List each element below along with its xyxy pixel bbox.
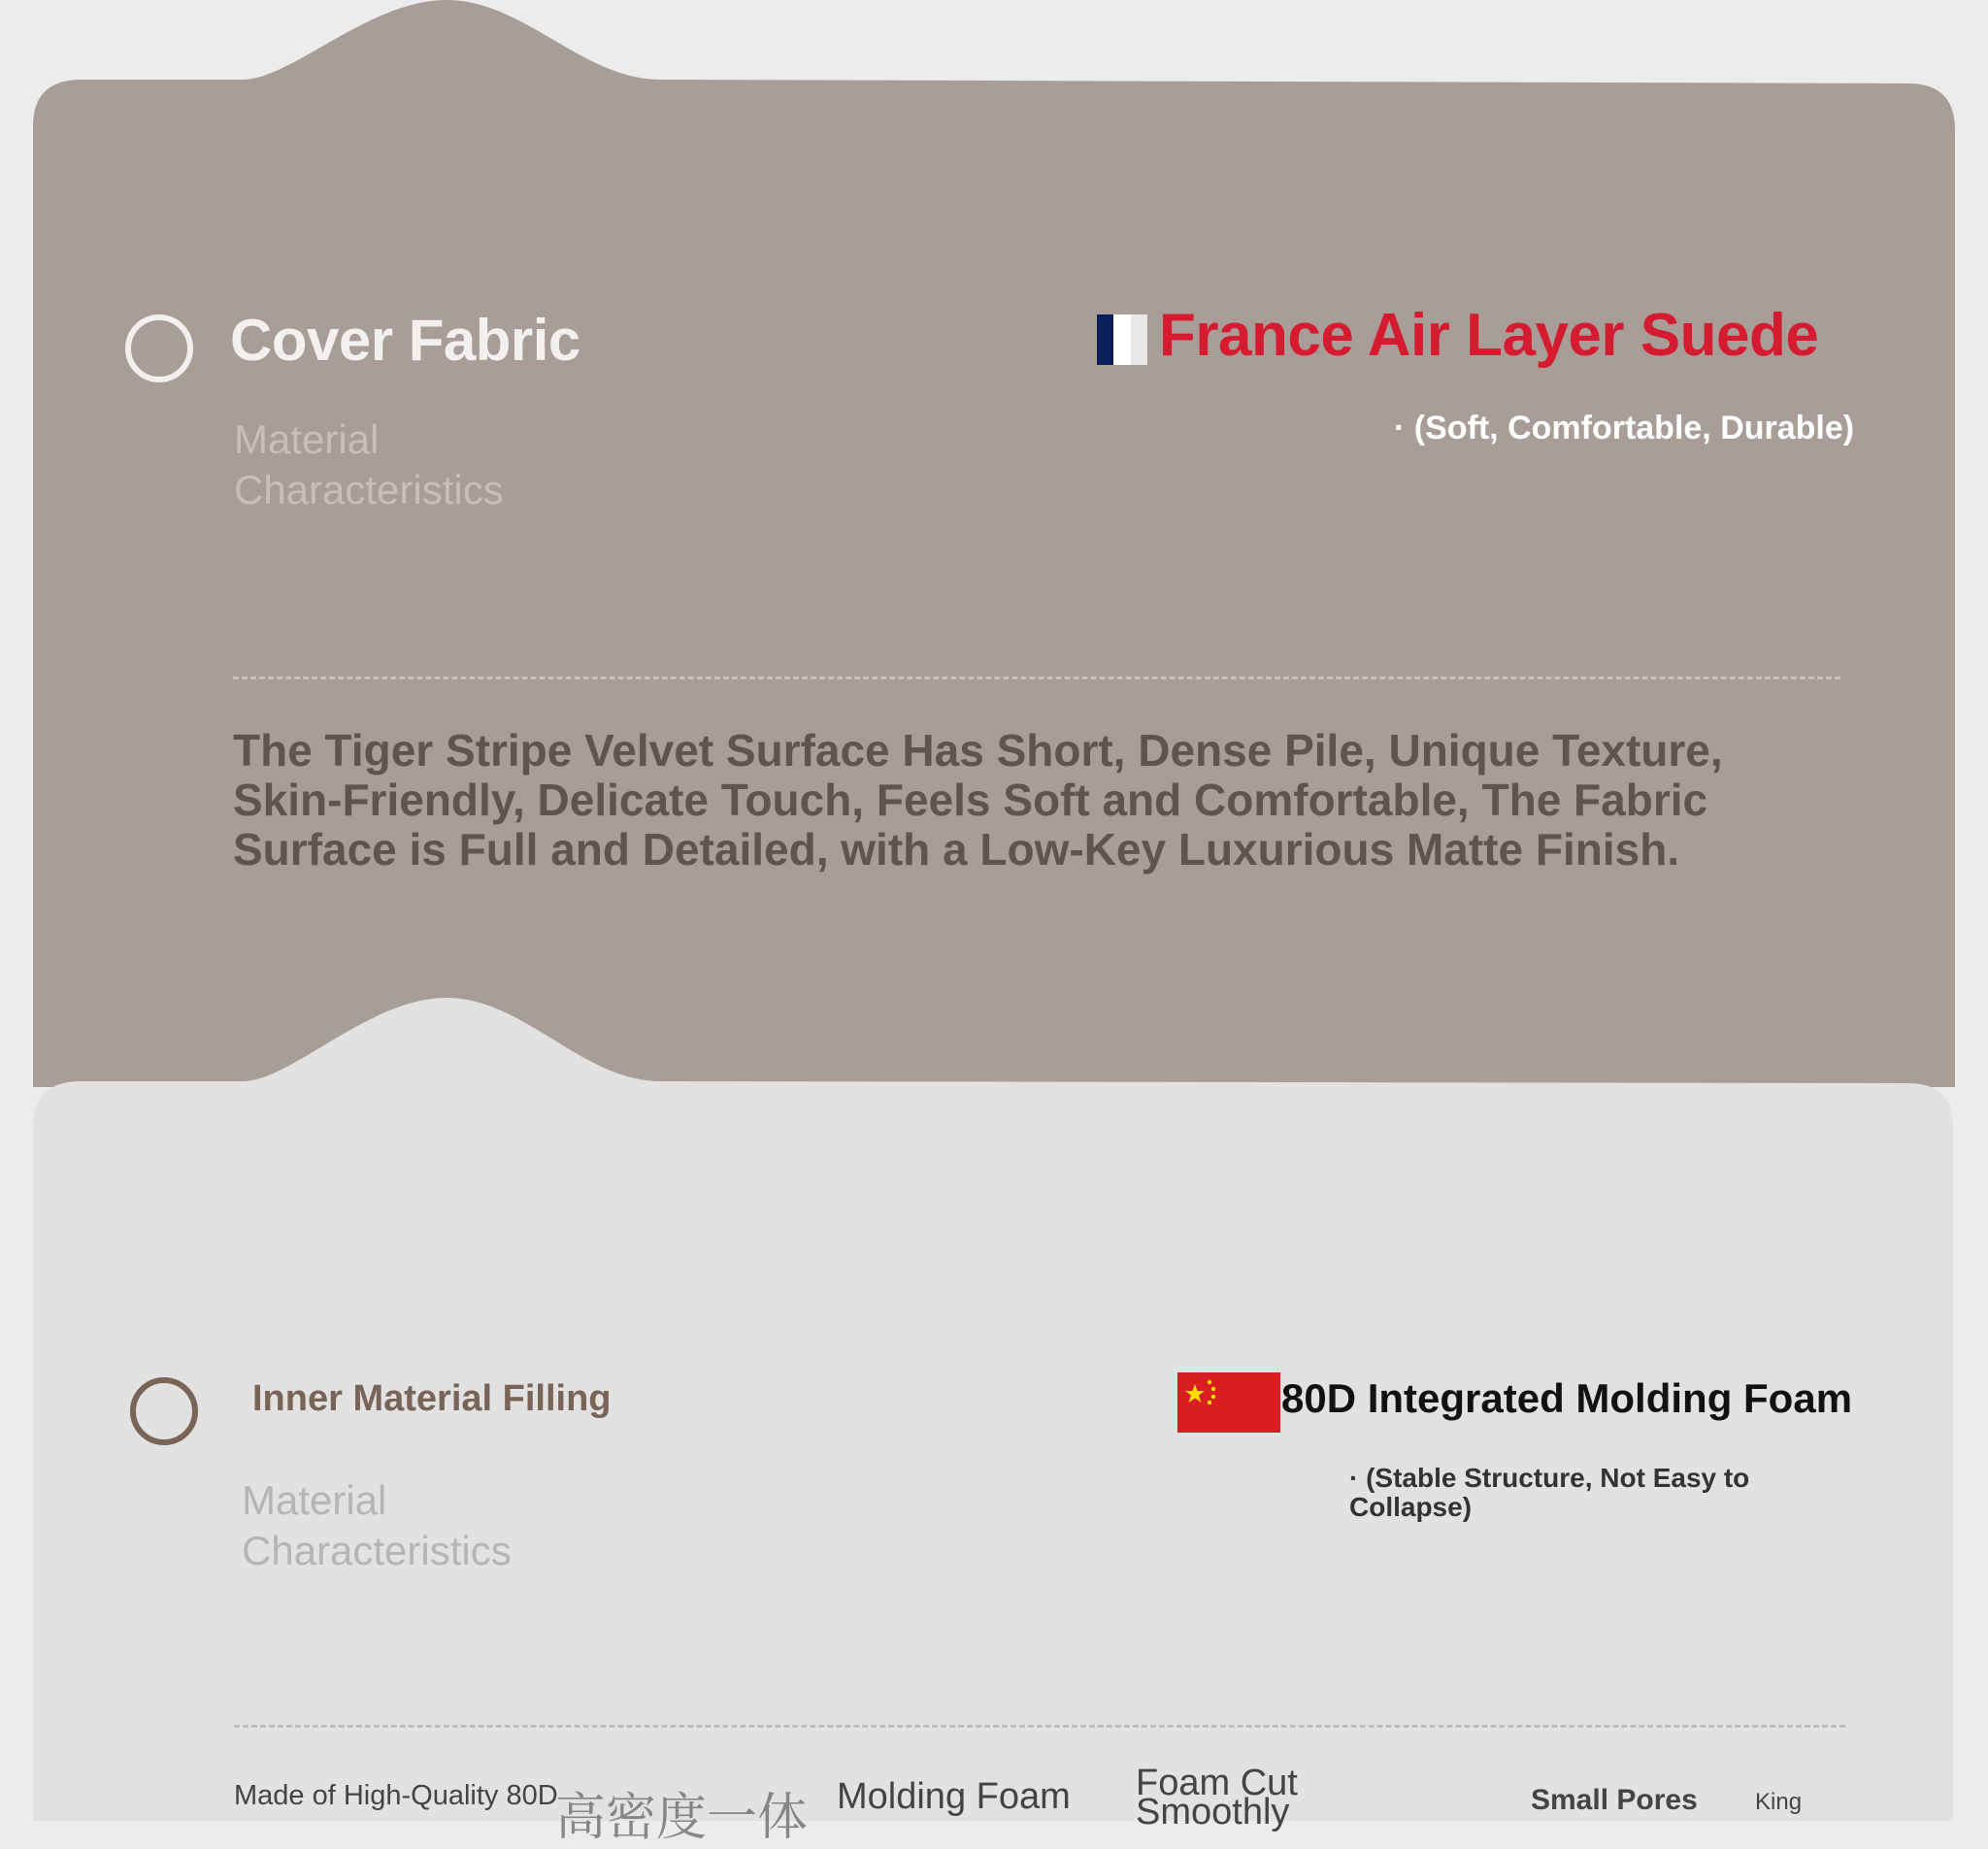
filling-material-name: 80D Integrated Molding Foam <box>1281 1375 1853 1421</box>
bottom-item-chinese-overlay: 高密度一体 <box>555 1790 809 1846</box>
cover-bullet-circle <box>125 314 193 382</box>
cover-divider <box>233 677 1840 679</box>
cover-fabric-heading: Cover Fabric <box>230 308 580 373</box>
cover-material-characteristics-label: Material Characteristics <box>234 416 504 512</box>
filling-divider <box>234 1725 1845 1728</box>
cover-description: The Tiger Stripe Velvet Surface Has Short, Dense Pile, Unique Texture, Skin-Friendly, Delicate Touch, Feels Soft and Comfortable, The Fabric Surface is Full and Detailed, with a Low-Key Luxurious Matte Finish. <box>233 725 1723 875</box>
france-flag-icon <box>1097 314 1147 365</box>
cover-material-name: France Air Layer Suede <box>1159 302 1819 369</box>
cover-material-traits: · (Soft, Comfortable, Durable) <box>1394 410 1855 446</box>
bottom-item-king: King <box>1755 1789 1803 1815</box>
filling-material-characteristics-label: Material Characteristics <box>242 1477 512 1573</box>
bottom-item-small-pores: Small Pores <box>1531 1784 1698 1816</box>
filling-bullet-circle <box>130 1377 198 1445</box>
bottom-item-foam-cut <box>1136 1763 1298 1832</box>
inner-material-filling-heading: Inner Material Filling <box>252 1378 612 1419</box>
cover-panel <box>33 0 1955 1087</box>
filling-material-traits: · (Stable Structure, Not Easy to Collapse) <box>1349 1463 1750 1522</box>
bottom-item-molding-foam: Molding Foam <box>837 1776 1071 1817</box>
china-flag-icon <box>1177 1372 1280 1433</box>
bottom-item-high-quality: Made of High-Quality 80D <box>234 1780 558 1811</box>
bottom-item-foam-cut-line2: Smoothly <box>1136 1792 1290 1832</box>
bottom-item-foam-cut-line1: Foam Cut <box>1136 1763 1298 1803</box>
